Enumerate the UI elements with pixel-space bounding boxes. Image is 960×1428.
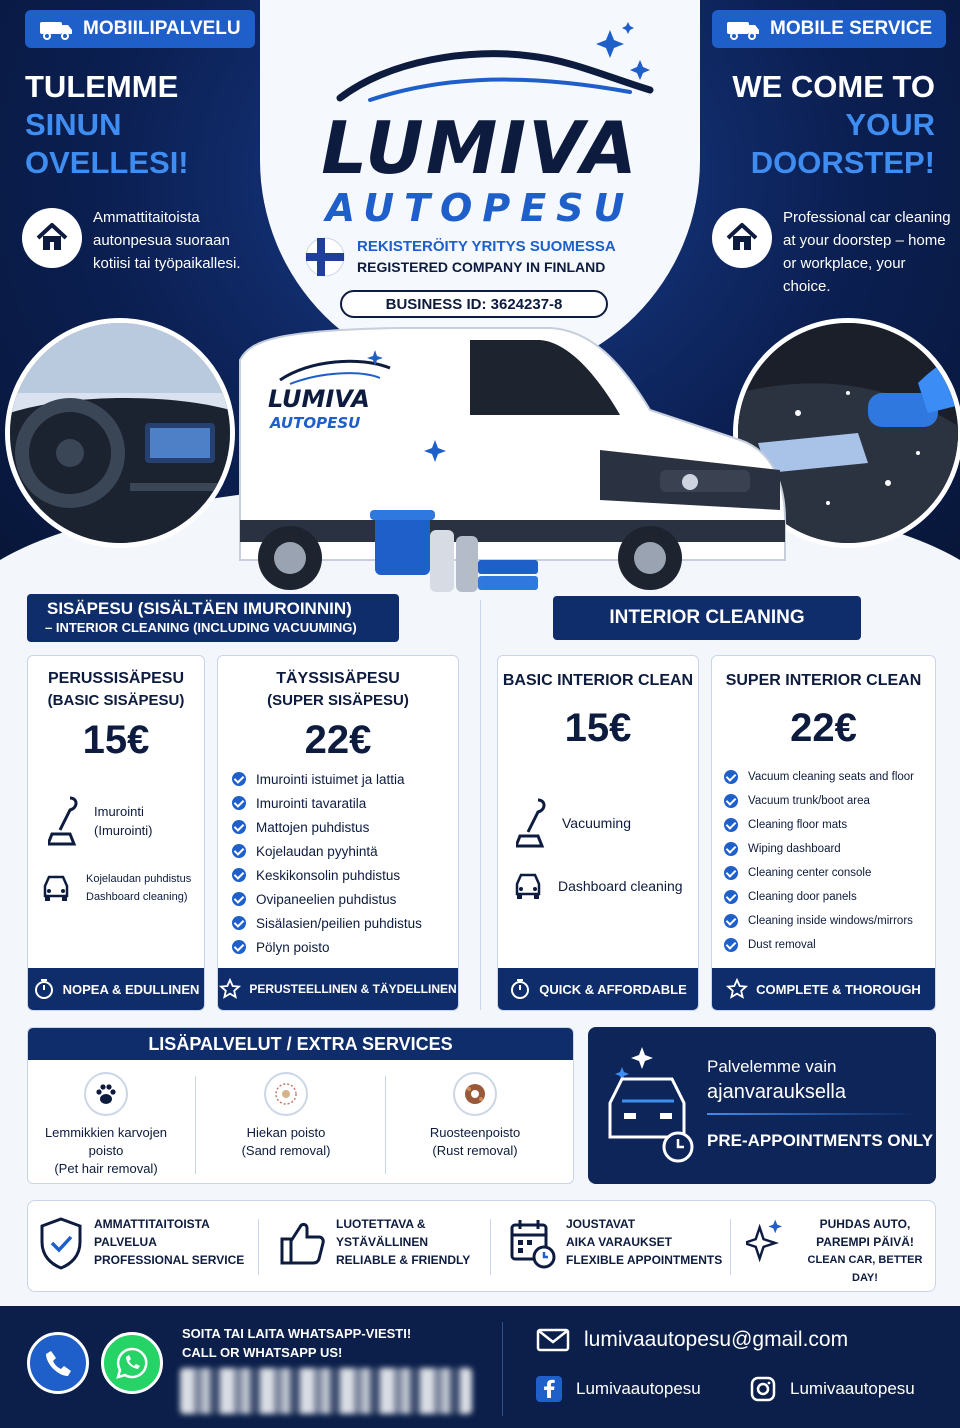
card-footer-label: PERUSTEELLINEN & TÄYDELLINEN — [249, 982, 457, 996]
vacuum-icon — [516, 796, 548, 850]
feature-item: Kojelaudan pyyhintä — [232, 839, 422, 863]
thumbs-up-icon — [278, 1215, 326, 1271]
headline-line: YOUR — [845, 107, 935, 142]
card-title-main: SUPER INTERIOR CLEAN — [725, 672, 922, 689]
card-footer — [28, 968, 204, 1010]
feature-item: Ovipaneelien puhdistus — [232, 887, 422, 911]
feature-item: Dust removal — [724, 933, 914, 957]
facebook-icon — [536, 1376, 562, 1402]
feature-vacuum — [516, 796, 631, 850]
mobile-service-badge-fi — [25, 10, 255, 48]
divider — [258, 1219, 259, 1275]
check-icon — [724, 794, 738, 808]
extra-item-label: Lemmikkien karvojen poisto — [44, 1125, 168, 1158]
check-icon — [724, 818, 738, 832]
extra-item-pet-hair — [27, 1072, 196, 1178]
phone-number-blurred — [180, 1368, 472, 1414]
headline-line: OVELLESI! — [25, 145, 189, 180]
extra-item-sublabel: (Rust removal) — [432, 1143, 518, 1158]
van-brand-subtitle: AUTOPESU — [270, 414, 361, 432]
feature-item: Vacuum trunk/boot area — [724, 789, 914, 813]
home-icon — [22, 208, 82, 268]
card-price: 15€ — [82, 718, 150, 762]
benefits-bar — [27, 1200, 936, 1292]
card-price: 15€ — [564, 706, 632, 750]
instagram-handle: Lumivaautopesu — [790, 1379, 915, 1398]
benefit-title: AMMATTITAITOISTA — [94, 1217, 210, 1231]
check-icon — [232, 820, 246, 834]
benefit-professional — [38, 1215, 244, 1271]
rust-icon — [453, 1072, 497, 1116]
registration-fi: REKISTERÖITY YRITYS SUOMESSA — [357, 238, 616, 255]
feature-list — [724, 765, 914, 957]
card-title — [28, 668, 204, 712]
price-card-fi-basic — [27, 655, 205, 1011]
feature-label: Vacuuming — [562, 814, 632, 831]
appointment-text-en: PRE-APPOINTMENTS ONLY — [707, 1131, 934, 1150]
home-icon — [712, 208, 772, 268]
benefit-title: LUOTETTAVA & — [336, 1217, 426, 1231]
headline-line: DOORSTEP! — [750, 145, 935, 180]
benefit-sub: FLEXIBLE APPOINTMENTS — [566, 1253, 723, 1267]
headline-line: WE COME TO — [732, 69, 935, 104]
card-footer-label: NOPEA & EDULLINEN — [62, 981, 200, 997]
appointment-text-fi-2: ajanvarauksella — [707, 1081, 846, 1103]
brand-name: LUMIVA — [321, 106, 639, 190]
facebook-handle: Lumivaautopesu — [576, 1379, 701, 1398]
feature-item: Sisälasien/peilien puhdistus — [232, 911, 422, 935]
card-footer — [712, 968, 935, 1010]
section-divider — [480, 600, 481, 1010]
benefit-clean-car — [746, 1215, 935, 1287]
section-subtitle: – INTERIOR CLEANING (INCLUDING VACUUMING) — [45, 620, 357, 635]
whatsapp-button[interactable] — [101, 1332, 163, 1394]
card-price: 22€ — [304, 718, 372, 762]
feature-item: Pölyn poisto — [232, 935, 422, 959]
badge-label: MOBILE SERVICE — [770, 18, 933, 39]
registration-en: REGISTERED COMPANY IN FINLAND — [357, 259, 606, 275]
van-icon — [39, 18, 73, 40]
van-icon — [726, 18, 760, 40]
benefit-title: YSTÄVÄLLINEN — [336, 1235, 429, 1249]
car-clock-icon — [602, 1043, 702, 1167]
check-icon — [232, 892, 246, 906]
section-header-fi — [27, 594, 399, 642]
feature-item: Cleaning center console — [724, 861, 914, 885]
feature-item: Imurointi tavaratila — [232, 791, 422, 815]
contact-footer — [0, 1306, 960, 1428]
price-card-en-basic — [497, 655, 699, 1011]
benefit-sub: RELIABLE & FRIENDLY — [336, 1253, 471, 1267]
divider — [502, 1322, 503, 1416]
section-header-en: INTERIOR CLEANING — [553, 596, 861, 640]
appointment-box — [588, 1027, 936, 1184]
hero-text-fi: Ammattitaitoista autonpesua suoraan kotiisi tai työpaikallesi. — [93, 209, 241, 272]
van-illustration — [220, 320, 790, 600]
sparkle-icon — [746, 1215, 785, 1271]
calendar-clock-icon — [508, 1215, 556, 1271]
feature-vacuum — [48, 794, 153, 848]
card-title-sub: (BASIC SISÄPESU) — [47, 692, 185, 709]
benefit-title: PAREMPI PÄIVÄ! — [816, 1235, 914, 1249]
phone-call-button[interactable] — [27, 1332, 89, 1394]
check-icon — [724, 866, 738, 880]
feature-item: Vacuum cleaning seats and floor — [724, 765, 914, 789]
card-title — [218, 668, 458, 712]
extra-item-sublabel: (Pet hair removal) — [54, 1161, 158, 1176]
mobile-service-badge-en — [712, 10, 946, 48]
divider — [730, 1219, 731, 1275]
instagram-icon — [750, 1376, 776, 1402]
feature-item: Keskikonsolin puhdistus — [232, 863, 422, 887]
shield-check-icon — [38, 1215, 84, 1271]
car-front-icon — [40, 874, 72, 902]
benefit-flexible — [508, 1215, 722, 1271]
sand-icon — [264, 1072, 308, 1116]
finland-flag-icon — [305, 237, 345, 277]
divider — [490, 1219, 491, 1275]
interior-photo — [5, 318, 235, 548]
feature-item: Cleaning door panels — [724, 885, 914, 909]
hero-text-en: Professional car cleaning at your doorstep – home or workplace, your choice. — [783, 209, 951, 295]
feature-item: Imurointi istuimet ja lattia — [232, 767, 422, 791]
paw-icon — [84, 1072, 128, 1116]
card-title-sub: (SUPER SISÄPESU) — [267, 692, 409, 709]
feature-sublabel: (Imurointi) — [94, 823, 153, 838]
vacuum-icon — [48, 794, 80, 848]
feature-label: Kojelaudan puhdistus — [86, 873, 192, 885]
extra-item-sand — [196, 1072, 376, 1160]
check-icon — [232, 940, 246, 954]
price-card-en-super — [711, 655, 936, 1011]
card-title-main: TÄYSSISÄPESU — [276, 670, 400, 687]
extra-item-sublabel: (Sand removal) — [241, 1143, 331, 1158]
email-icon — [536, 1328, 570, 1352]
card-footer-label: QUICK & AFFORDABLE — [539, 981, 687, 997]
check-icon — [724, 842, 738, 856]
call-text-en: CALL OR WHATSAPP US! — [182, 1345, 343, 1360]
brand-subtitle: AUTOPESU — [325, 186, 635, 230]
feature-dashboard — [40, 870, 191, 906]
extra-item-label: Hiekan poisto — [246, 1125, 326, 1140]
appointment-divider — [707, 1113, 919, 1115]
email-address: lumivaautopesu@gmail.com — [584, 1328, 849, 1351]
check-icon — [724, 938, 738, 952]
headline-en — [732, 68, 935, 182]
phone-icon — [43, 1348, 73, 1378]
headline-line: TULEMME — [25, 69, 179, 104]
appointment-text-fi-1: Palvelemme vain — [707, 1057, 837, 1076]
call-text-fi: SOITA TAI LAITA WHATSAPP-VIESTI! — [182, 1326, 412, 1341]
check-icon — [724, 770, 738, 784]
card-title-main: BASIC INTERIOR CLEAN — [502, 672, 694, 689]
extra-item-label: Ruosteenpoisto — [429, 1125, 521, 1140]
check-icon — [724, 890, 738, 904]
section-title: SISÄPESU (SISÄLTÄEN IMUROINNIN) — [47, 599, 352, 618]
feature-list — [232, 767, 422, 959]
check-icon — [232, 796, 246, 810]
star-icon — [219, 978, 241, 1000]
check-icon — [232, 772, 246, 786]
check-icon — [232, 916, 246, 930]
check-icon — [232, 868, 246, 882]
benefit-title: AIKA VARAUKSET — [566, 1235, 673, 1249]
instagram-link[interactable] — [750, 1376, 915, 1402]
email-link[interactable] — [536, 1328, 848, 1352]
van-brand-name: LUMIVA — [268, 385, 370, 413]
card-footer-label: COMPLETE & THOROUGH — [756, 981, 921, 997]
price-card-fi-super — [217, 655, 459, 1011]
check-icon — [232, 844, 246, 858]
benefit-title: PALVELUA — [94, 1235, 157, 1249]
card-title-main: PERUSSISÄPESU — [47, 670, 185, 687]
feature-dashboard — [512, 872, 683, 900]
extra-services — [27, 1027, 574, 1184]
stopwatch-icon — [33, 978, 55, 1000]
extra-item-rust — [385, 1072, 565, 1160]
facebook-link[interactable] — [536, 1376, 701, 1402]
feature-item: Mattojen puhdistus — [232, 815, 422, 839]
business-id: BUSINESS ID: 3624237-8 — [340, 290, 608, 318]
feature-item: Wiping dashboard — [724, 837, 914, 861]
benefit-title: PUHDAS AUTO, — [819, 1217, 911, 1231]
badge-label: MOBIILIPALVELU — [83, 18, 241, 39]
registration-info — [305, 236, 645, 278]
check-icon — [724, 914, 738, 928]
feature-item: Cleaning floor mats — [724, 813, 914, 837]
hero-section — [0, 0, 960, 600]
benefit-title: JOUSTAVAT — [566, 1217, 636, 1231]
benefit-sub: PROFESSIONAL SERVICE — [94, 1253, 245, 1267]
headline-line: SINUN — [25, 107, 122, 142]
feature-label: Imurointi — [94, 804, 144, 819]
benefit-sub: CLEAN CAR, BETTER DAY! — [807, 1254, 923, 1284]
card-footer — [218, 968, 458, 1010]
benefit-reliable — [278, 1215, 470, 1271]
brand-logo — [280, 30, 680, 228]
headline-fi — [25, 68, 189, 182]
card-price: 22€ — [790, 706, 857, 750]
stopwatch-icon — [509, 978, 531, 1000]
star-icon — [726, 978, 748, 1000]
call-text — [182, 1324, 411, 1362]
car-front-icon — [512, 872, 544, 900]
feature-item: Cleaning inside windows/mirrors — [724, 909, 914, 933]
card-footer — [498, 968, 698, 1010]
feature-sublabel: Dashboard cleaning) — [86, 891, 188, 903]
feature-label: Dashboard cleaning — [558, 877, 683, 894]
whatsapp-icon — [115, 1346, 149, 1380]
extra-services-title: LISÄPALVELUT / EXTRA SERVICES — [28, 1028, 573, 1060]
